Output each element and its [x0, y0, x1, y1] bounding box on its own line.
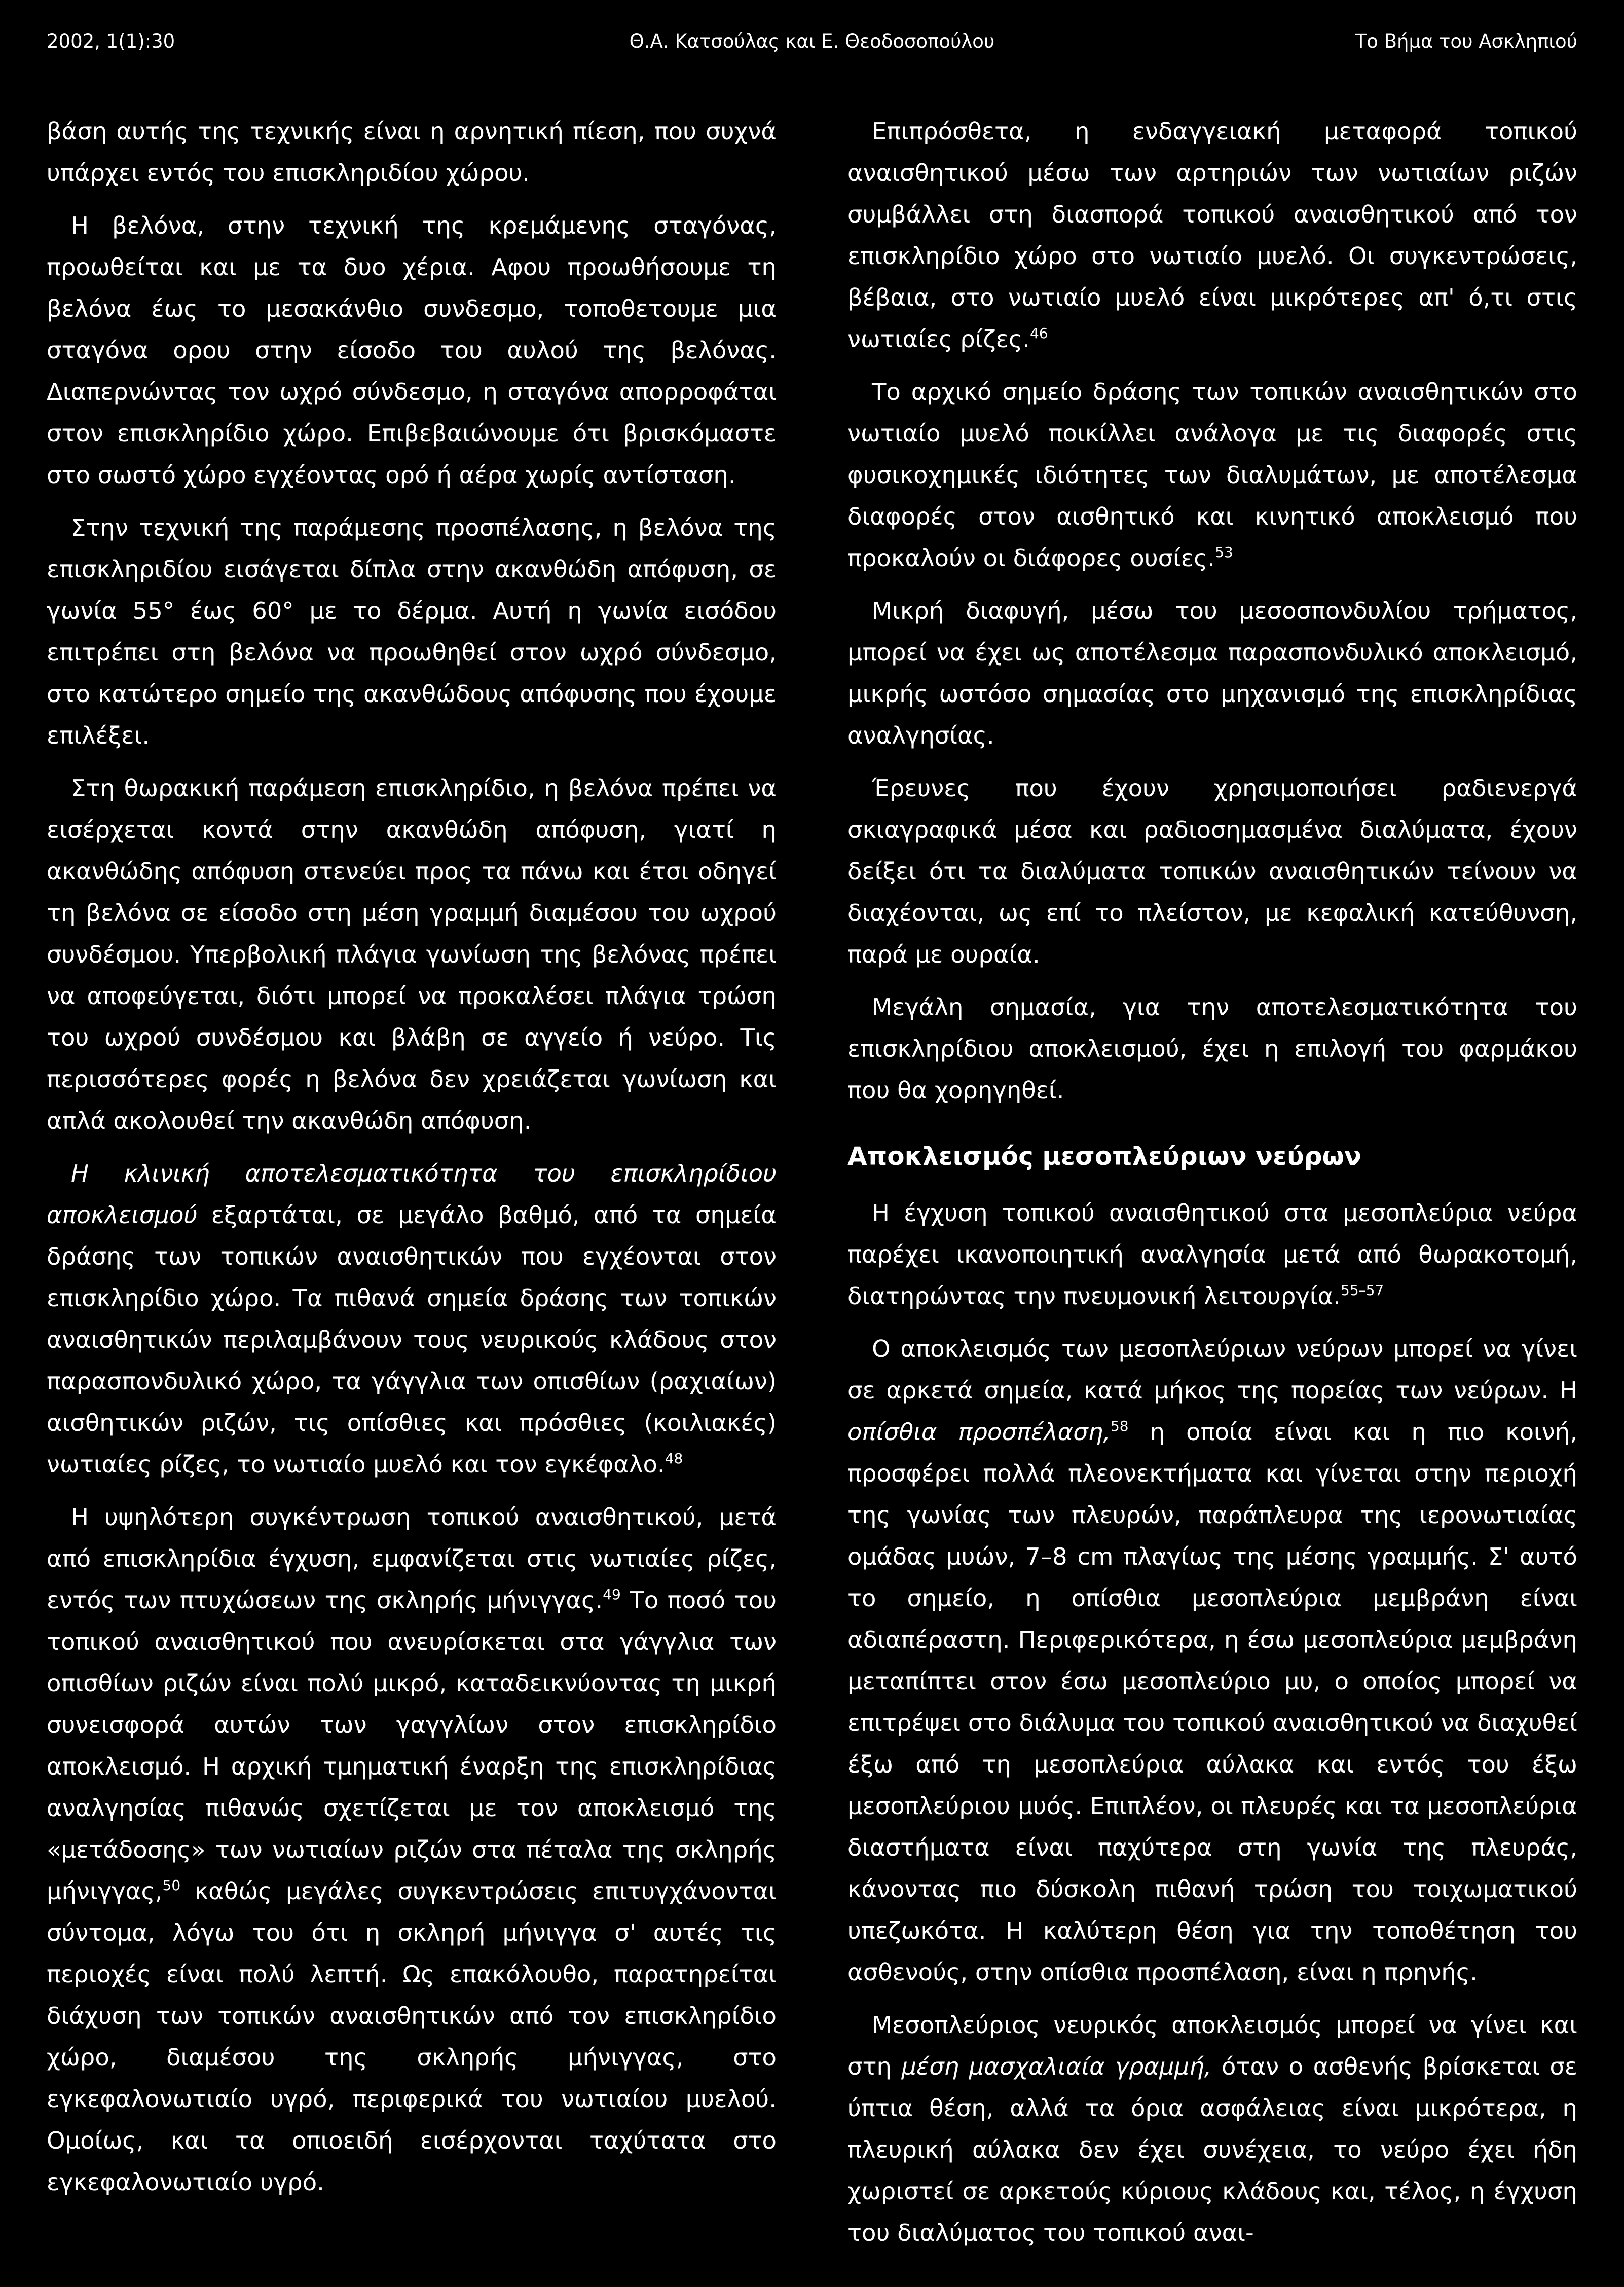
right-column	[847, 110, 1577, 2265]
emphasis: οπίσθια προσπέλαση,	[847, 1418, 1111, 1446]
paragraph: Ο αποκλεισμός των μεσοπλεύριων νεύρων μπορεί να γίνει σε αρκετά σημεία, κατά μήκος της πορείας των νεύρων. Η οπίσθια προσπέλαση,$^{58}$ η οποία είναι και η πιο κοινή, προσφέρει πολλά πλεονεκτήματα και γίνεται στην περιοχή της γωνίας των πλευρών, παράπλευρα της ιερονωτιαίας ομάδας μυών, 7–8 cm πλαγίως της μέσης γραμμής. Σ' αυτό το σημείο, η οπίσθια μεσοπλεύρια μεμβράνη είναι αδιαπέραστη. Περιφερικότερα, η έσω μεσοπλεύρια μεμβράνη μεταπίπτει στον έσω μεσοπλεύριο μυ, ο οποίος μπορεί να επιτρέψει στο διάλυμα του τοπικού αναισθητικού να διαχυθεί έξω από τη μεσοπλεύρια αύλακα και εντός του έξω μεσοπλεύριου μυός. Επιπλέον, οι πλευρές και τα μεσοπλεύρια διαστήματα είναι παχύτερα στη γωνία της πλευράς, κάνοντας πιο δύσκολη πιθανή τρώση του τοιχωματικού υπεζωκότα. Η καλύτερη θέση για την τοποθέτηση του ασθενούς, στην οπίσθια προσπέλαση, είναι η πρηνής.	[847, 1335, 1577, 1986]
paragraph: Η κλινική αποτελεσματικότητα του επισκληρίδιου αποκλεισμού εξαρτάται, σε μεγάλο βαθμό, από τα σημεία δράσης των τοπικών αναισθητικών που εγχέονται στον επισκληρίδιο χώρο. Τα πιθανά σημεία δράσης των τοπικών αναισθητικών περιλαμβάνουν τους νευρικούς κλάδους στον παρασπονδυλικό χώρο, τα γάγγλια των οπισθίων (ραχιαίων) αισθητικών ριζών, τις οπίσθιες και πρόσθιες (κοιλιακές) νωτιαίες ρίζες, το νωτιαίο μυελό και τον εγκέφαλο.$^{48}$	[47, 1160, 777, 1478]
emphasis: μέση μασχαλιαία γραμμή,	[901, 2053, 1212, 2080]
paragraph: Έρευνες που έχουν χρησιμοποιήσει ραδιενεργά σκιαγραφικά μέσα και ραδιοσημασμένα διαλύματα, έχουν δείξει ότι τα διαλύματα τοπικών αναισθητικών τείνουν να διαχέονται, ως επί το πλείστον, με κεφαλική κατεύθυνση, παρά με ουραία.	[847, 774, 1577, 968]
citation: 53	[1215, 544, 1233, 561]
left-column	[47, 110, 777, 2265]
paragraph: Η υψηλότερη συγκέντρωση τοπικού αναισθητικού, μετά από επισκληρίδια έγχυση, εμφανίζεται στις νωτιαίες ρίζες, εντός των πτυχώσεων της σκληρής μήνιγγας.$^{49}$ Το ποσό του τοπικού αναισθητικού που ανευρίσκεται στα γάγγλια των οπισθίων ριζών είναι πολύ μικρό, καταδεικνύοντας τη μικρή συνεισφορά αυτών των γαγγλίων στον επισκληρίδιο αποκλεισμό. Η αρχική τμηματική έναρξη της επισκληρίδιας αναλγησίας πιθανώς σχετίζεται με τον αποκλεισμό της «μετάδοσης» των νωτιαίων ριζών στα πέταλα της σκληρής μήνιγγας,$^{50}$ καθώς μεγάλες συγκεντρώσεις επιτυγχάνονται σύντομα, λόγω του ότι η σκληρή μήνιγγα σ' αυτές τις περιοχές είναι πολύ λεπτή. Ως επακόλουθο, παρατηρείται διάχυση των τοπικών αναισθητικών από τον επισκληρίδιο χώρο, διαμέσου της σκληρής μήνιγγας, στο εγκεφαλονωτιαίο υγρό, περιφερικά του νωτιαίου μυελού. Ομοίως, και τα οπιοειδή εισέρχονται ταχύτατα στο εγκεφαλονωτιαίο υγρό.	[47, 1503, 777, 2196]
section-heading: Αποκλεισμός μεσοπλεύριων νεύρων	[847, 1141, 1362, 1171]
paragraph: Μικρή διαφυγή, μέσω του μεσοσπονδυλίου τρήματος, μπορεί να έχει ως αποτέλεσμα παρασπονδυλικό αποκλεισμό, μικρής ωστόσο σημασίας στο μηχανισμό της επισκληρίδιας αναλγησίας.	[847, 597, 1577, 749]
paragraph: βάση αυτής της τεχνικής είναι η αρνητική πίεση, που συχνά υπάρχει εντός του επισκληριδίου χώρου.	[47, 118, 777, 187]
paragraph: Η βελόνα, στην τεχνική της κρεμάμενης σταγόνας, προωθείται και με τα δυο χέρια. Αφου προωθήσουμε τη βελόνα έως το μεσακάνθιο συνδεσμο, τοποθετουμε μια σταγόνα ορου στην είσοδο του αυλού της βελόνας. Διαπερνώντας τον ωχρό σύνδεσμο, η σταγόνα απορροφάται στον επισκληρίδιο χώρο. Επιβεβαιώνουμε ότι βρισκόμαστε στο σωστό χώρο εγχέοντας ορό ή αέρα χωρίς αντίσταση.	[47, 212, 777, 489]
paragraph: Στην τεχνική της παράμεσης προσπέλασης, η βελόνα της επισκληριδίου εισάγεται δίπλα στην ακανθώδη απόφυση, σε γωνία 55° έως 60° με το δέρμα. Αυτή η γωνία εισόδου επιτρέπει στη βελόνα να προωθηθεί στον ωχρό σύνδεσμο, στο κατώτερο σημείο της ακανθώδους απόφυσης που έχουμε επιλέξει.	[47, 514, 777, 749]
citation: 55–57	[1341, 1282, 1384, 1299]
paragraph: Στη θωρακική παράμεση επισκληρίδιο, η βελόνα πρέπει να εισέρχεται κοντά στην ακανθώδη απόφυση, γιατί η ακανθώδης απόφυση στενεύει προς τα πάνω και έτσι οδηγεί τη βελόνα σε είσοδο στη μέση γραμμή διαμέσου του ωχρού συνδέσμου. Υπερβολική πλάγια γωνίωση της βελόνας πρέπει να αποφεύγεται, διότι μπορεί να προκαλέσει πλάγια τρώση του ωχρού συνδέσμου και βλάβη σε αγγείο ή νεύρο. Τις περισσότερες φορές η βελόνα δεν χρειάζεται γωνίωση και απλά ακολουθεί την ακανθώδη απόφυση.	[47, 774, 777, 1134]
citation: 58	[1110, 1418, 1129, 1434]
citation: 48	[665, 1450, 683, 1467]
paragraph: Επιπρόσθετα, η ενδαγγειακή μεταφορά τοπικού αναισθητικού μέσω των αρτηριών των νωτιαίων ριζών συμβάλλει στη διασπορά τοπικού αναισθητικού από τον επισκληρίδιο χώρο στο νωτιαίο μυελό. Οι συγκεντρώσεις, βέβαια, στο νωτιαίο μυελό είναι μικρότερες απ' ό,τι στις νωτιαίες ρίζες.$^{46}$	[847, 118, 1577, 353]
paragraph: Το αρχικό σημείο δράσης των τοπικών αναισθητικών στο νωτιαίο μυελό ποικίλλει ανάλογα με τις διαφορές στις φυσικοχημικές ιδιότητες των διαλυμάτων, με αποτέλεσμα διαφορές στον αισθητικό και κινητικό αποκλεισμό που προκαλούν οι διάφορες ουσίες.$^{53}$	[847, 378, 1577, 572]
citation: 49	[603, 1586, 621, 1603]
running-header	[47, 30, 1577, 66]
journal-title: Το Βήμα του Ασκληπιού	[1355, 30, 1577, 52]
emphasis: Η κλινική αποτελεσματικότητα του επισκληρίδιου αποκλεισμού	[47, 1160, 777, 1229]
paragraph: Μεσοπλεύριος νευρικός αποκλεισμός μπορεί να γίνει και στη μέση μασχαλιαία γραμμή, όταν ο ασθενής βρίσκεται σε ύπτια θέση, αλλά τα όρια ασφάλειας είναι μικρότερα, η πλευρική αύλακα δεν έχει συνέχεια, το νεύρο έχει ήδη χωριστεί σε αρκετούς κύριους κλάδους και, τέλος, η έγχυση του διαλύματος του τοπικού αναι-	[847, 2011, 1577, 2246]
issue-info: 2002, 1(1):30	[47, 30, 175, 52]
citation: 50	[162, 1877, 181, 1894]
authors: Θ.Α. Κατσούλας και Ε. Θεοδοσοπούλου	[629, 30, 995, 52]
paragraph: Η έγχυση τοπικού αναισθητικού στα μεσοπλεύρια νεύρα παρέχει ικανοποιητική αναλγησία μετά από θωρακοτομή, διατηρώντας την πνευμονική λειτουργία.$^{55-57}$	[847, 1199, 1577, 1310]
citation: 46	[1030, 325, 1048, 342]
paragraph: Μεγάλη σημασία, για την αποτελεσματικότητα του επισκληρίδιου αποκλεισμού, έχει η επιλογή του φαρμάκου που θα χορηγηθεί.	[847, 993, 1577, 1104]
